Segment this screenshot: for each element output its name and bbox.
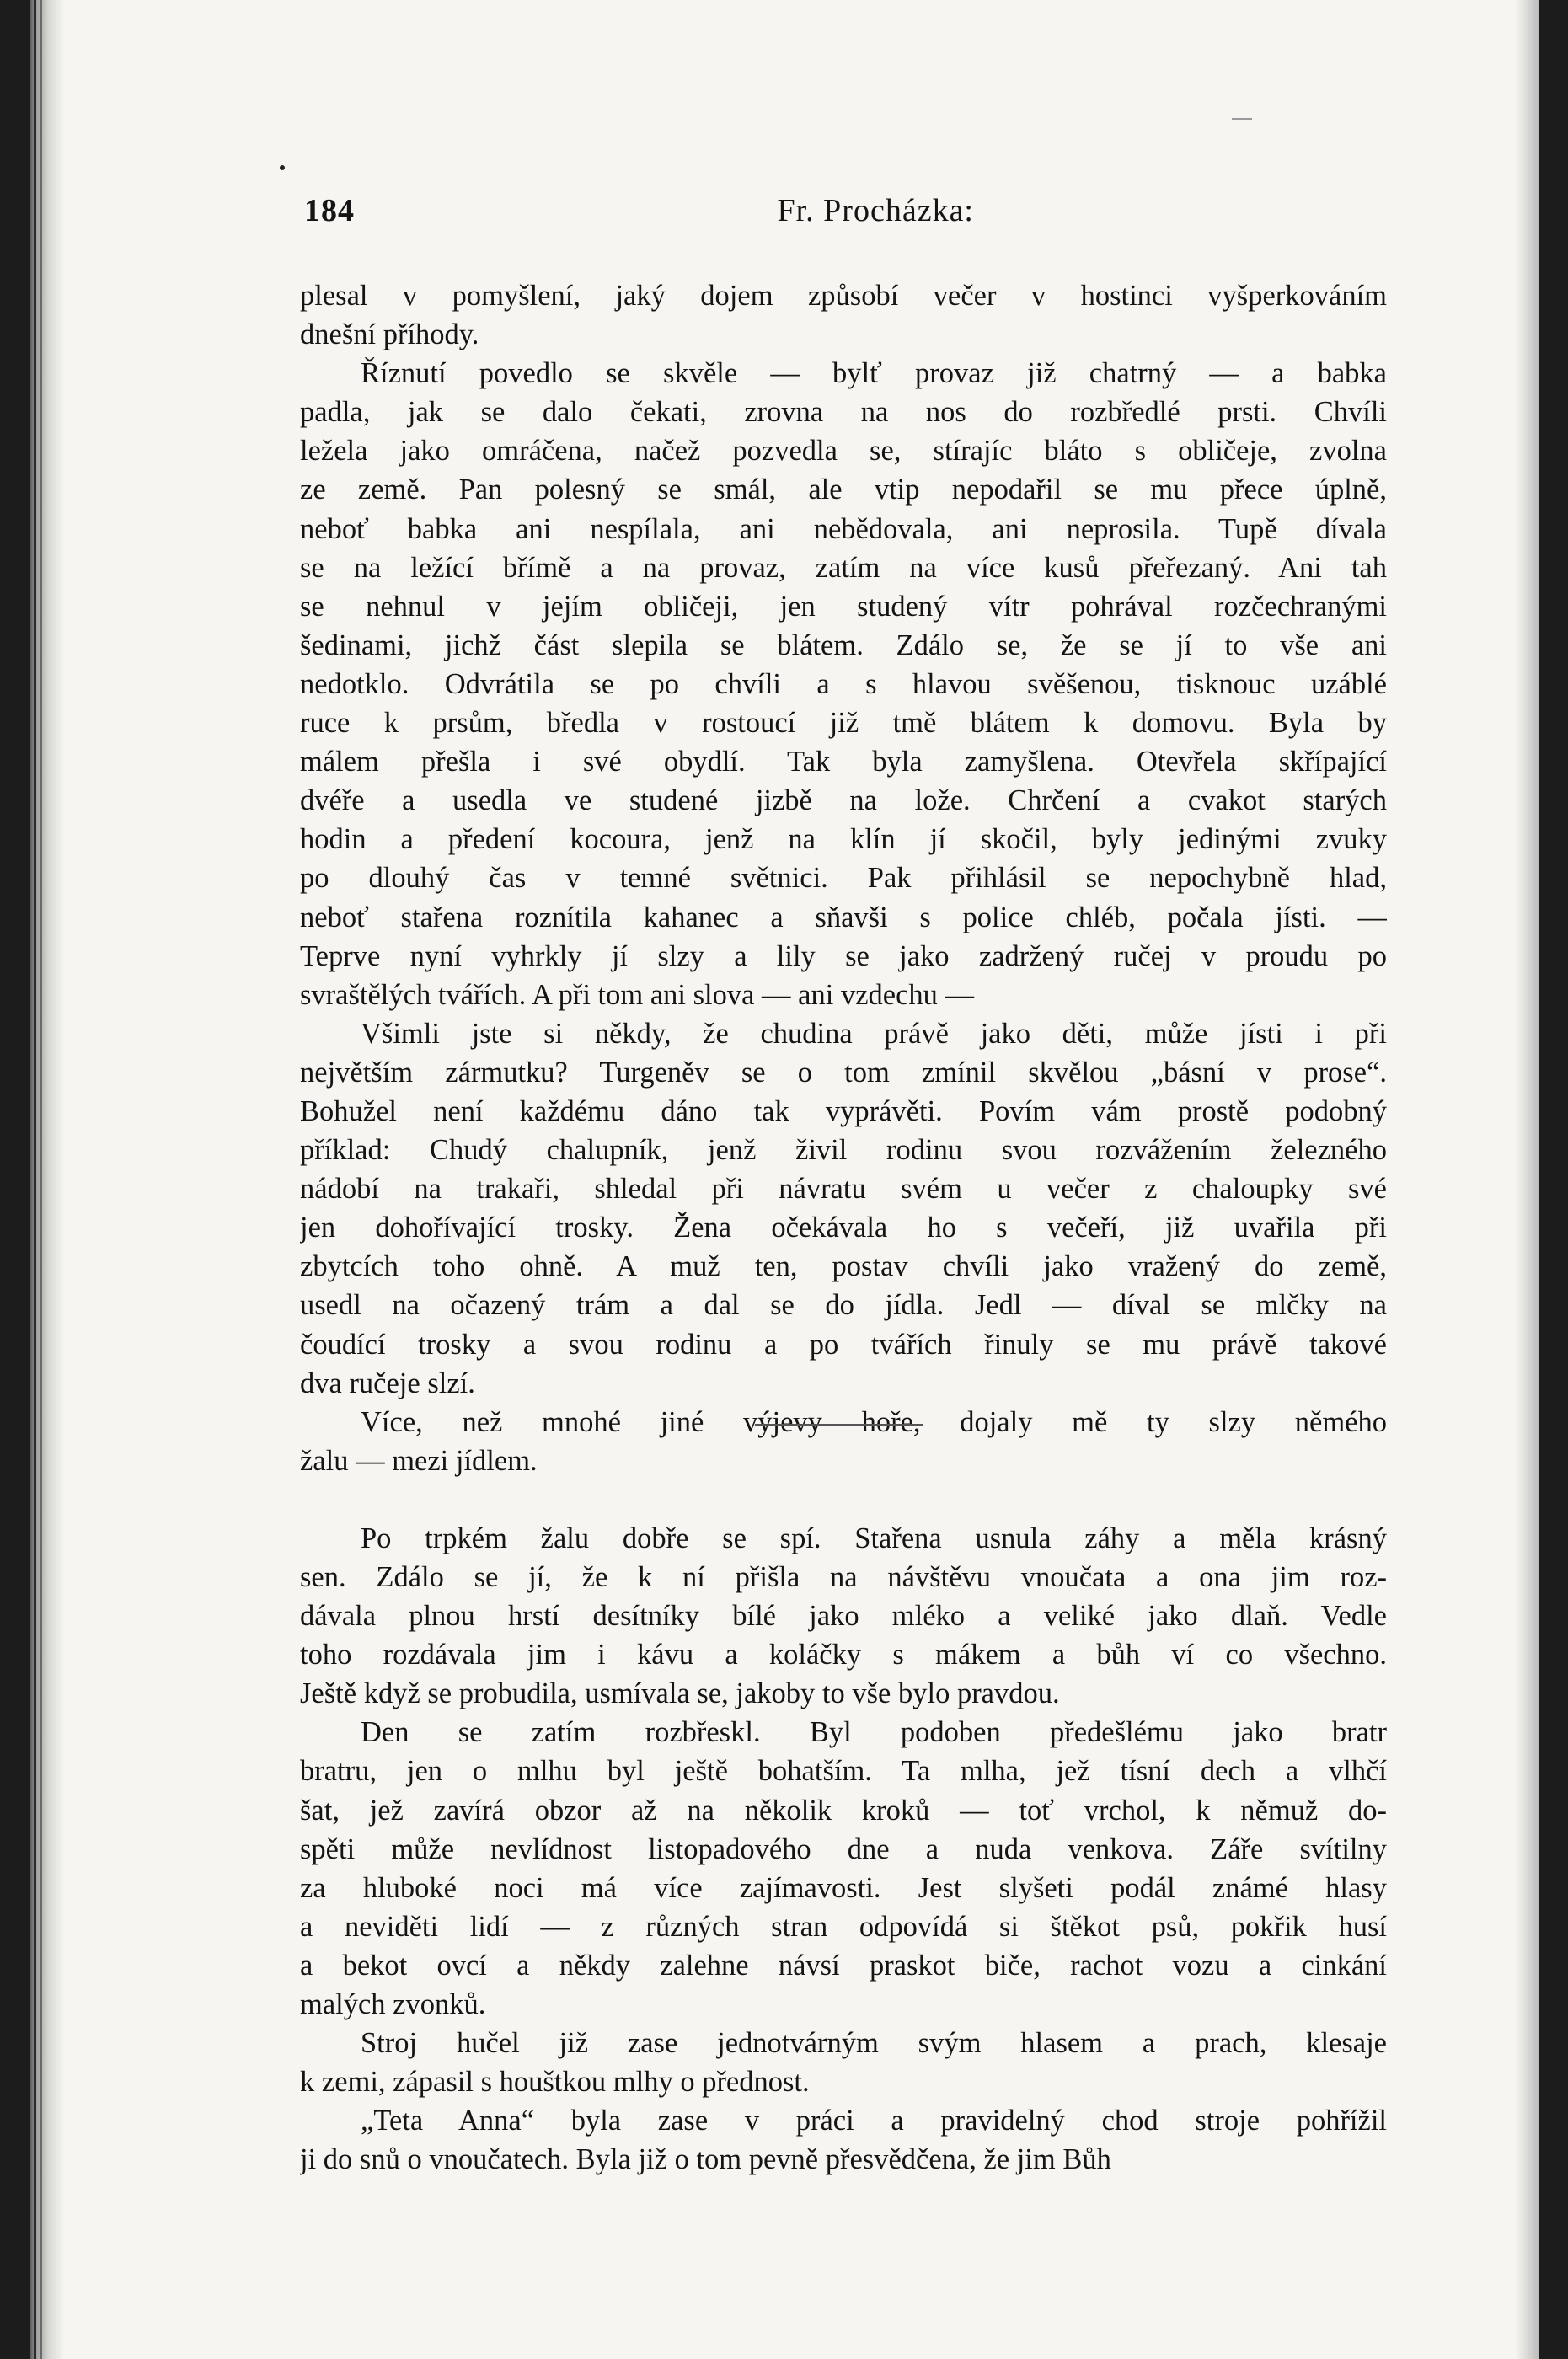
text-line: toho rozdávala jim i kávu a koláčky s mákem a bůh ví co všechno. xyxy=(300,1639,1387,1672)
text-line: neboť stařena roznítila kahanec a sňavši s police chléb, počala jísti. — xyxy=(300,901,1387,933)
text-line: k zemi, zápasil s houštkou mlhy o přednost. xyxy=(300,2066,810,2099)
text-line: ji do snů o vnoučatech. Byla již o tom pevně přesvědčena, že jim Bůh xyxy=(300,2143,1111,2176)
book-page xyxy=(30,0,1539,2359)
text-line: žalu — mezi jídlem. xyxy=(300,1444,538,1477)
text-line: nádobí na trakaři, shledal při návratu svém u večer z chaloupky své xyxy=(300,1173,1387,1206)
text-line: spěti může nevlídnost listopadového dne a nuda venkova. Záře svítilny xyxy=(300,1832,1387,1865)
text-line: plesal v pomyšlení, jaký dojem způsobí večer v hostinci vyšperkováním xyxy=(300,280,1387,312)
text-line: ležela jako omráčena, načež pozvedla se, stírajíc bláto s obličeje, zvolna xyxy=(300,435,1387,468)
text-line: šat, jež zavírá obzor až na několik kroků — toť vrchol, k němuž do- xyxy=(300,1794,1387,1827)
paragraph xyxy=(300,1014,1387,1403)
text-line: ze země. Pan polesný se smál, ale vtip nepodařil se mu přece úplně, xyxy=(300,473,1387,506)
text-line: bratru, jen o mlhu byl ještě bohatším. Ta mlha, jež tísní dech a vlhčí xyxy=(300,1755,1387,1788)
text-line: šedinami, jichž část slepila se blátem. Zdálo se, že se jí to vše ani xyxy=(300,629,1387,661)
binding-line xyxy=(34,0,36,2359)
paragraph xyxy=(300,354,1387,1014)
text-line: příklad: Chudý chalupník, jenž živil rodinu svou rozvážením železného xyxy=(300,1134,1387,1167)
text-line: Bohužel není každému dáno tak vyprávěti. Povím vám prostě podobný xyxy=(300,1094,1387,1127)
text-line: Ještě když se probudila, usmívala se, jakoby to vše bylo pravdou. xyxy=(300,1677,1060,1710)
text-line: sen. Zdálo se jí, že k ní přišla na návštěvu vnoučata a ona jim roz- xyxy=(300,1561,1387,1593)
text-line: nedotklo. Odvrátila se po chvíli a s hlavou svěšenou, tisknouc uzáblé xyxy=(300,667,1387,700)
page-edge-shadow xyxy=(1515,0,1539,2359)
print-speck xyxy=(280,165,285,170)
binding-line xyxy=(40,0,42,2359)
text-line: hodin a předení kocoura, jenž na klín jí skočil, byly jedinými zvuky xyxy=(300,823,1387,856)
text-line: čoudící trosky a svou rodinu a po tvářích řinuly se mu právě takové xyxy=(300,1328,1387,1361)
page-number: 184 xyxy=(304,193,355,228)
text-line: se na ležící břímě a na provaz, zatím na více kusů přeřezaný. Ani tah xyxy=(300,551,1387,584)
text-line: svraštělých tvářích. A při tom ani slova — ani vzdechu — xyxy=(300,978,975,1011)
text-line: málem přešla i své obydlí. Tak byla zamyšlena. Otevřela skřípající xyxy=(300,746,1387,778)
text-line: Stroj hučel již zase jednotvárným svým hlasem a prach, klesaje xyxy=(361,2027,1387,2060)
text-line: zbytcích toho ohně. A muž ten, postav chvíli jako vražený do země, xyxy=(300,1250,1387,1283)
paragraph xyxy=(300,2101,1387,2179)
text-line: Den se zatím rozbřeskl. Byl podoben předešlému jako bratr xyxy=(361,1716,1387,1749)
text-line: neboť babka ani nespílala, ani nebědovala, ani neprosila. Tupě dívala xyxy=(300,512,1387,545)
text-line: za hluboké noci má více zajímavosti. Jest slyšeti podál známé hlasy xyxy=(300,1871,1387,1904)
section-divider xyxy=(755,1424,923,1426)
page-header xyxy=(304,192,974,243)
text-line: Teprve nyní vyhrkly jí slzy a lily se jako zadržený ručej v proudu po xyxy=(300,939,1387,972)
text-line: a neviděti lidí — z různých stran odpovídá si štěkot psů, pokřik husí xyxy=(300,1910,1387,1943)
text-line: po dlouhý čas v temné světnici. Pak přihlásil se nepochybně hlad, xyxy=(300,862,1387,895)
paragraph xyxy=(300,276,1387,354)
text-line: dávala plnou hrstí desítníky bílé jako mléko a veliké jako dlaň. Vedle xyxy=(300,1600,1387,1633)
text-line: Říznutí povedlo se skvěle — bylť provaz již chatrný — a babka xyxy=(361,357,1387,390)
paragraph xyxy=(300,1713,1387,2024)
paragraph xyxy=(300,1403,1387,1480)
text-line: Více, než mnohé jiné výjevy hoře, dojaly mě ty slzy němého xyxy=(361,1405,1387,1438)
text-line: největším zármutku? Turgeněv se o tom zmínil skvělou „básní v prose“. xyxy=(300,1056,1387,1089)
text-line: Všimli jste si někdy, že chudina právě jako děti, může jísti i při xyxy=(361,1017,1387,1050)
text-line: usedl na očazený trám a dal se do jídla. Jedl — díval se mlčky na xyxy=(300,1289,1387,1322)
text-line: a bekot ovcí a někdy zalehne návsí praskot biče, rachot vozu a cinkání xyxy=(300,1949,1387,1982)
text-line: ruce k prsům, bředla v rostoucí již tmě blátem k domovu. Byla by xyxy=(300,707,1387,740)
text-line: „Teta Anna“ byla zase v práci a pravidelný chod stroje pohřížil xyxy=(361,2105,1387,2137)
body-text xyxy=(300,276,1387,2180)
text-line: malých zvonků. xyxy=(300,1988,486,2021)
running-title: Fr. Procházka: xyxy=(777,193,974,228)
text-line: Po trpkém žalu dobře se spí. Stařena usnula záhy a měla krásný xyxy=(361,1522,1387,1554)
text-line: dnešní příhody. xyxy=(300,318,479,351)
text-line: jen dohořívající trosky. Žena očekávala ho s večeří, již uvařila při xyxy=(300,1212,1387,1244)
paragraph xyxy=(300,2024,1387,2101)
print-speck xyxy=(1232,118,1252,120)
text-line: dvéře a usedla ve studené jizbě na lože. Chrčení a cvakot starých xyxy=(300,784,1387,817)
text-line: se nehnul v jejím obličeji, jen studený vítr pohrával rozčechranými xyxy=(300,590,1387,623)
paragraph xyxy=(300,1519,1387,1713)
text-line: padla, jak se dalo čekati, zrovna na nos do rozbředlé prsti. Chvíli xyxy=(300,396,1387,429)
text-line: dva ručeje slzí. xyxy=(300,1367,475,1399)
